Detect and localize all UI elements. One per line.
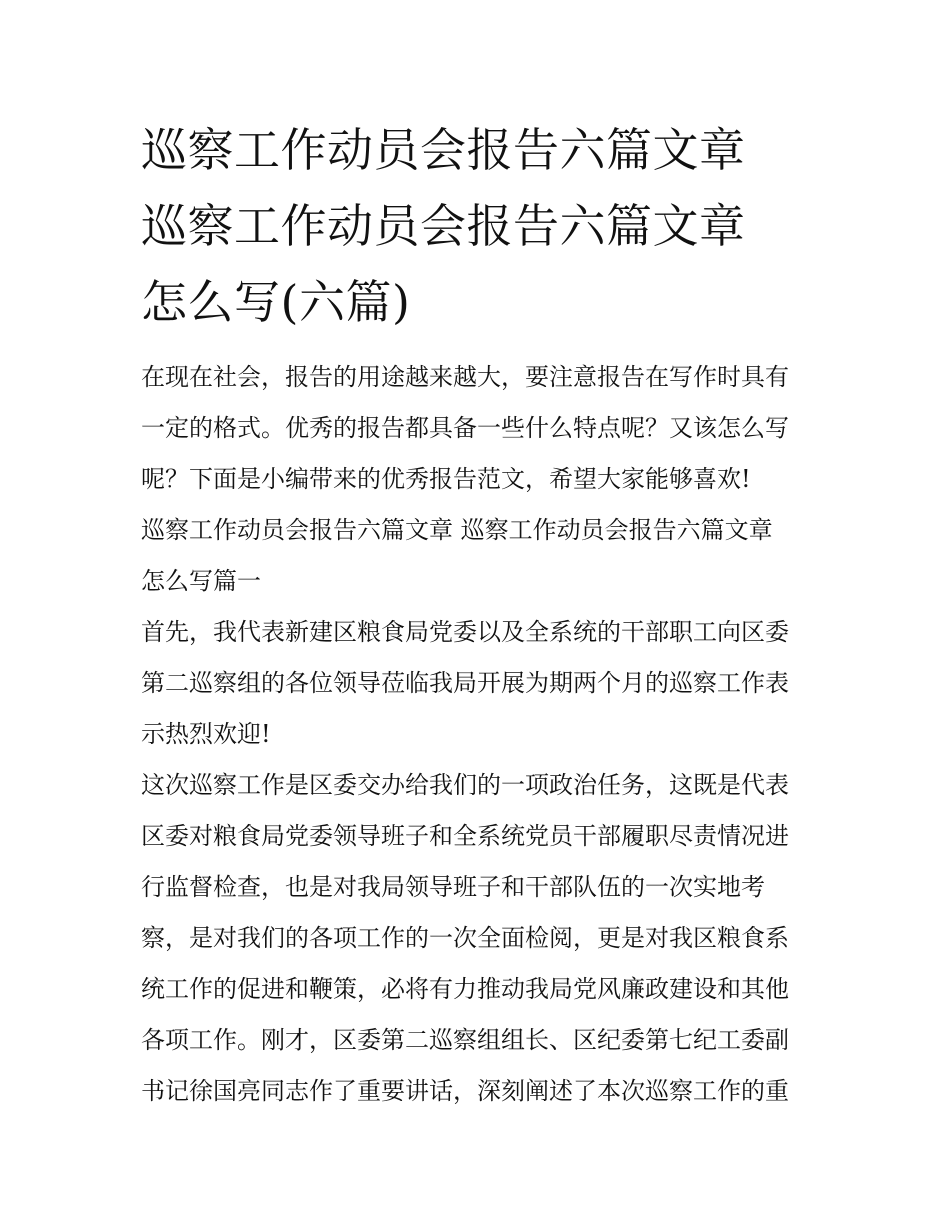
text-line: 第二巡察组的各位领导莅临我局开展为期两个月的巡察工作表: [141, 669, 789, 697]
text-line: 行监督检查，也是对我局领导班子和干部队伍的一次实地考: [141, 873, 765, 901]
text-line: 书记徐国亮同志作了重要讲话，深刻阐述了本次巡察工作的重: [141, 1077, 789, 1105]
text-line: 一定的格式。优秀的报告都具备一些什么特点呢？又该怎么写: [141, 414, 789, 442]
section-heading: [141, 505, 821, 607]
text-line: 首先，我代表新建区粮食局党委以及全系统的干部职工向区委: [141, 618, 789, 646]
text-line: 各项工作。刚才，区委第二巡察组组长、区纪委第七纪工委副: [141, 1026, 789, 1054]
text-line: 呢？下面是小编带来的优秀报告范文，希望大家能够喜欢!: [141, 465, 751, 493]
body-paragraph: [141, 607, 821, 760]
text-line: 怎么写篇一: [141, 567, 261, 595]
title-line: 巡察工作动员会报告六篇文章: [141, 123, 746, 177]
text-line: 统工作的促进和鞭策，必将有力推动我局党风廉政建设和其他: [141, 975, 789, 1003]
document-title: [141, 112, 821, 340]
intro-paragraph: [141, 352, 821, 505]
text-line: 区委对粮食局党委领导班子和全系统党员干部履职尽责情况进: [141, 822, 789, 850]
document-content: [141, 112, 821, 1117]
text-line: 巡察工作动员会报告六篇文章 巡察工作动员会报告六篇文章: [141, 516, 773, 544]
text-line: 这次巡察工作是区委交办给我们的一项政治任务，这既是代表: [141, 771, 789, 799]
body-paragraph: [141, 760, 821, 1117]
title-line: 巡察工作动员会报告六篇文章: [141, 199, 746, 253]
title-line: 怎么写(六篇): [141, 275, 411, 329]
text-line: 在现在社会，报告的用途越来越大，要注意报告在写作时具有: [141, 363, 789, 391]
text-line: 示热烈欢迎!: [141, 720, 271, 748]
text-line: 察，是对我们的各项工作的一次全面检阅，更是对我区粮食系: [141, 924, 789, 952]
